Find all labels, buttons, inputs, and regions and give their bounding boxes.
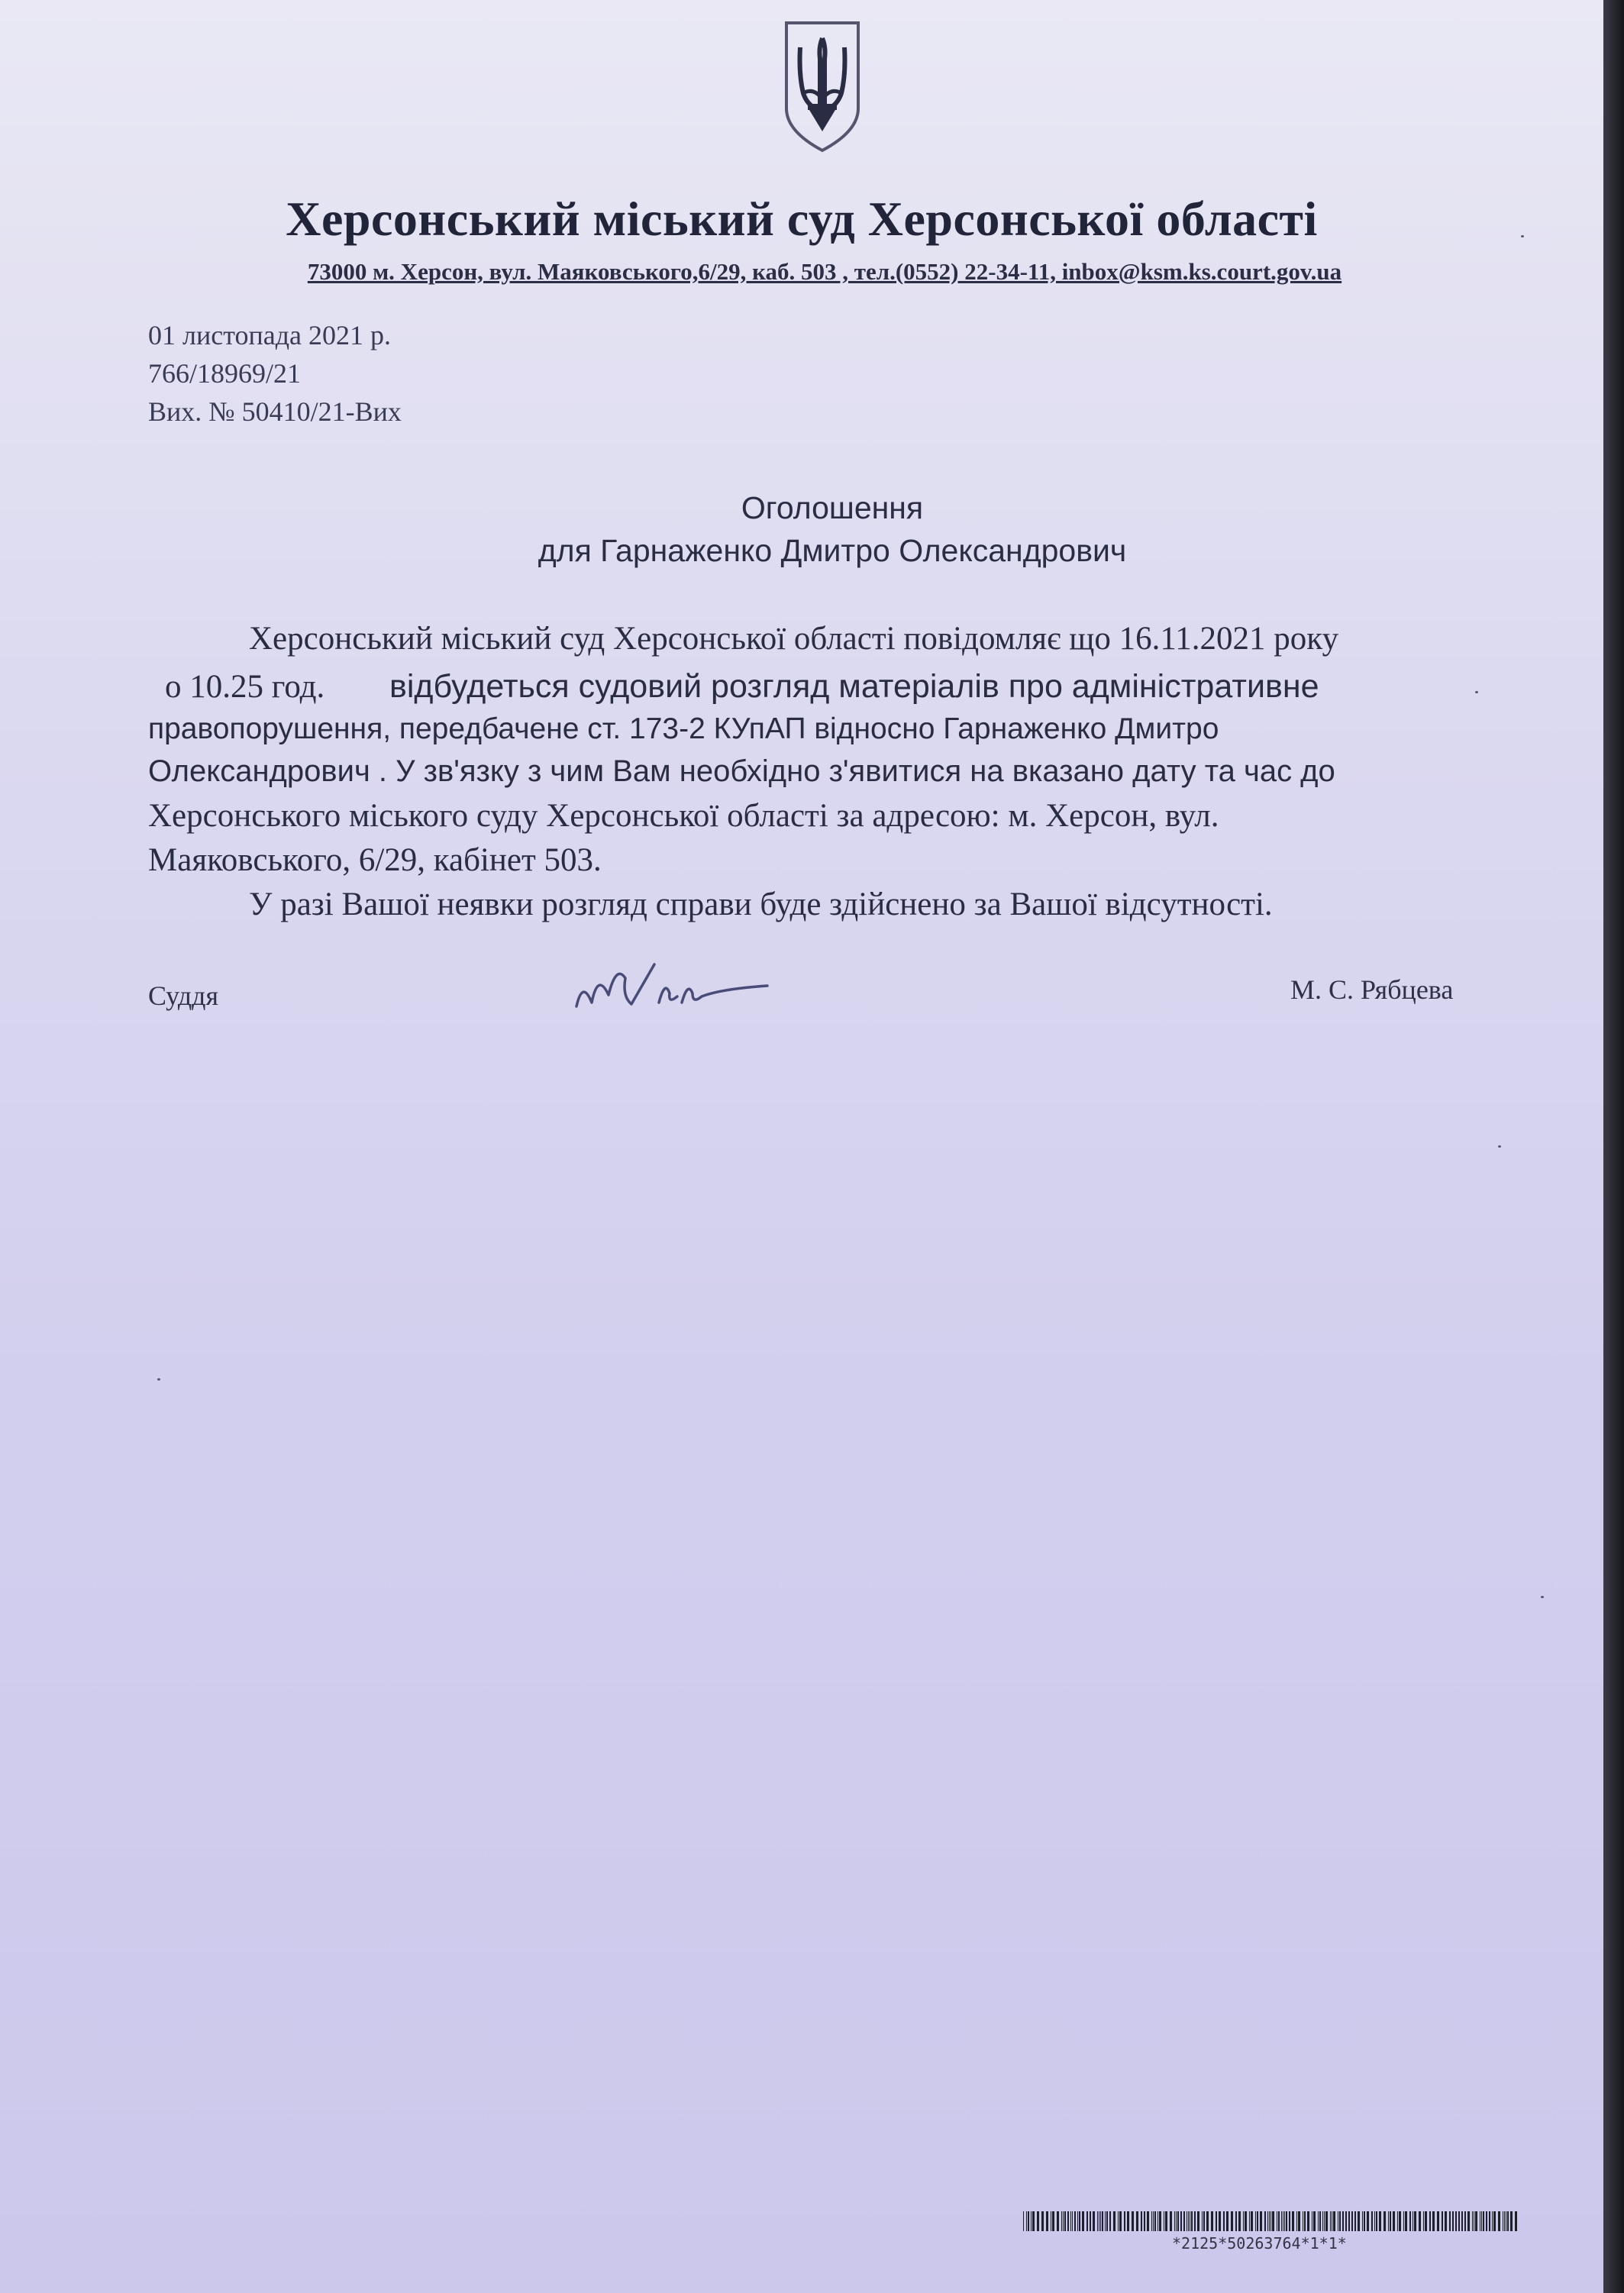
handwritten-signature (569, 949, 783, 1025)
notice-recipient: для Гарнаженко Дмитро Олександрович (538, 533, 1127, 568)
body-line-5: Херсонського міського суду Херсонської області за адресою: м. Херсон, вул. (148, 798, 1219, 834)
body-line-4: Олександрович . У зв'язку з чим Вам необхідно з'явитися на вказано дату та час до (148, 754, 1335, 788)
paper-speck (1541, 1596, 1544, 1598)
body-line-3: правопорушення, передбачене ст. 173-2 КУпАП відносно Гарнаженко Дмитро (148, 712, 1219, 745)
court-name-heading: Херсонський міський суд Херсонської області (286, 192, 1318, 246)
paper-speck (157, 1378, 160, 1381)
barcode-number: *2125*50263764*1*1* (1172, 2234, 1347, 2253)
paper-speck (1475, 691, 1478, 693)
paper-speck (1521, 235, 1524, 237)
document-date: 01 листопада 2021 р. (148, 320, 392, 350)
body-line-6: Маяковського, 6/29, кабінет 503. (148, 842, 602, 878)
court-address-line: 73000 м. Херсон, вул. Маяковського,6/29, каб. 503 , тел.(0552) 22-34-11, inbox@ksm.ks.court.gov.ua (307, 258, 1342, 285)
outgoing-number: Вих. № 50410/21-Вих (148, 396, 402, 427)
ukraine-trident-emblem-icon (780, 17, 864, 154)
page-edge-shadow (1603, 0, 1624, 2293)
document-barcode (1023, 2211, 1523, 2231)
case-number: 766/18969/21 (148, 358, 302, 389)
body-line-2: відбудеться судовий розгляд матеріалів про адміністративне (389, 668, 1319, 705)
body-line-7: У разі Вашої неявки розгляд справи буде здійснено за Вашої відсутності. (249, 887, 1273, 922)
notice-title: Оголошення (741, 490, 924, 525)
paper-speck (1498, 1145, 1501, 1148)
body-line-1: Херсонський міський суд Херсонської області повідомляє що 16.11.2021 року (249, 621, 1339, 657)
body-line-2-time: о 10.25 год. (165, 669, 325, 705)
judge-name: М. С. Рябцева (1290, 974, 1454, 1005)
signature-role: Суддя (148, 980, 219, 1011)
